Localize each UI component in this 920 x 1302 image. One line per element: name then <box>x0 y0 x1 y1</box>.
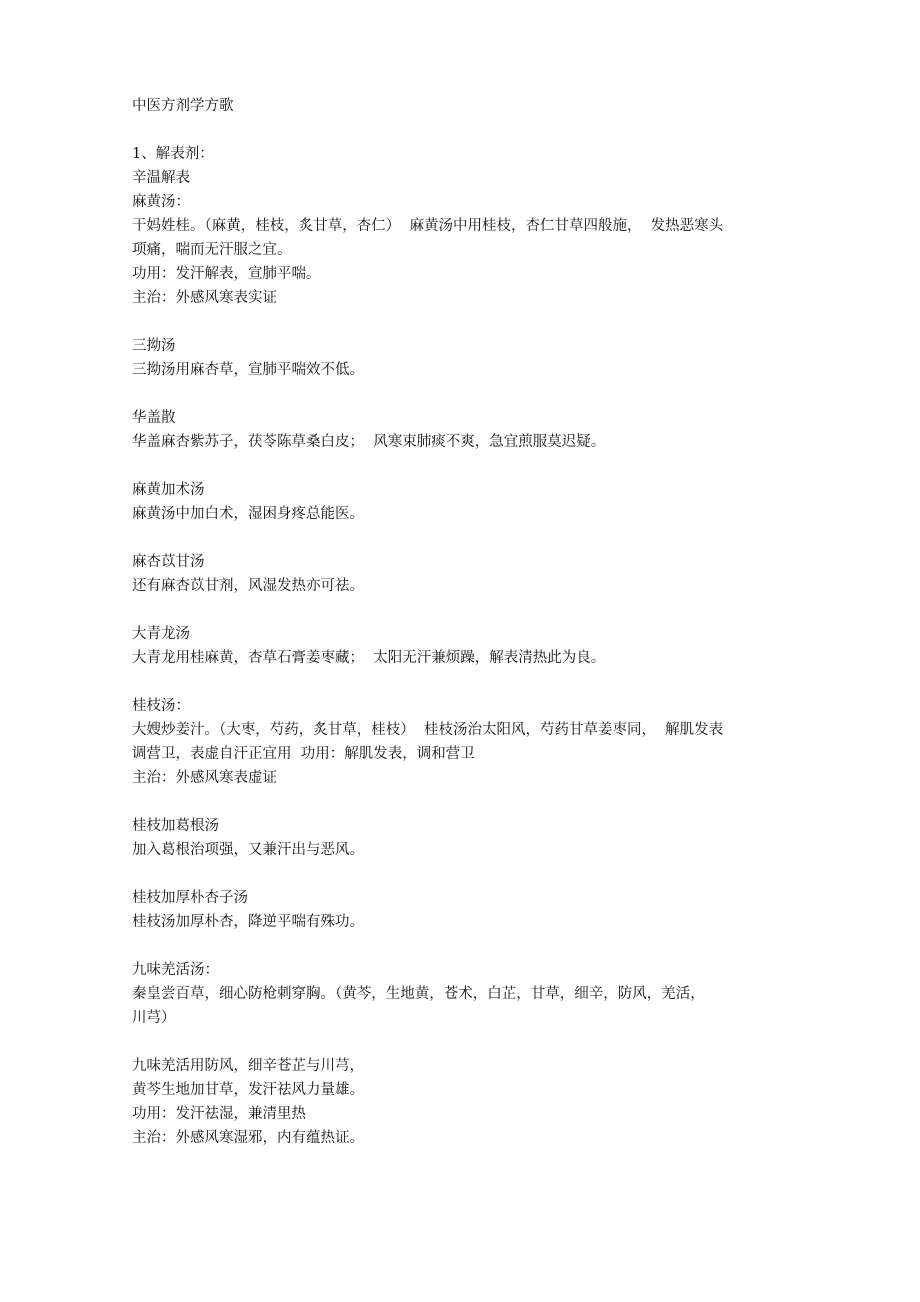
formula-name: 九味羌活用防风，细辛苍芷与川芎， <box>132 1058 364 1074</box>
document-title: 中医方剂学方歌 <box>132 98 234 114</box>
formula-text-line: 项痛，喘而无汗服之宜。 <box>132 242 292 258</box>
formula-text-line: 大青龙用桂麻黄，杏草石膏姜枣藏； 太阳无汗兼烦躁，解表清热此为良。 <box>132 650 606 666</box>
formula-block <box>132 334 808 382</box>
formula-block <box>132 406 808 454</box>
formula-list <box>132 190 808 1150</box>
formula-text-line: 桂枝汤加厚朴杏，降逆平喘有殊功。 <box>132 914 364 930</box>
formula-text-line: 功用：发汗解表，宣肺平喘。 <box>132 266 321 282</box>
formula-name: 华盖散 <box>132 410 176 426</box>
formula-text-line: 川芎） <box>132 1010 176 1026</box>
block-spacer <box>132 526 808 550</box>
formula-text-line: 加入葛根治项强，又兼汗出与恶风。 <box>132 842 364 858</box>
block-spacer <box>132 382 808 406</box>
formula-text-line: 主治：外感风寒湿邪，内有蕴热证。 <box>132 1130 364 1146</box>
formula-text-line: 主治：外感风寒表实证 <box>132 290 277 306</box>
document-page <box>132 94 808 1150</box>
formula-text-line: 主治：外感风寒表虚证 <box>132 770 277 786</box>
formula-block <box>132 1054 808 1150</box>
formula-name: 麻杏苡甘汤 <box>132 554 205 570</box>
formula-text-line: 三拗汤用麻杏草，宣肺平喘效不低。 <box>132 362 364 378</box>
formula-block <box>132 958 808 1030</box>
formula-text-line: 干妈姓桂。（麻黄，桂枝，炙甘草，杏仁） 麻黄汤中用桂枝，杏仁甘草四般施， 发热恶寒头 <box>132 218 724 234</box>
formula-text-line: 还有麻杏苡甘剂，风湿发热亦可祛。 <box>132 578 364 594</box>
block-spacer <box>132 454 808 478</box>
formula-name: 大青龙汤 <box>132 626 190 642</box>
formula-block <box>132 622 808 670</box>
formula-block <box>132 550 808 598</box>
formula-text-line: 大嫂炒姜汁。（大枣，芍药，炙甘草，桂枝） 桂枝汤治太阳风，芍药甘草姜枣同， 解肌发表 <box>132 722 724 738</box>
subsection-heading: 辛温解表 <box>132 170 190 186</box>
formula-text-line: 黄芩生地加甘草，发汗祛风力量雄。 <box>132 1082 364 1098</box>
formula-text-line: 秦皇尝百草，细心防枪刺穿胸。（黄芩，生地黄，苍术，白芷，甘草，细辛，防风，羌活， <box>132 986 705 1002</box>
formula-text-line: 功用：发汗祛湿，兼清里热 <box>132 1106 306 1122</box>
formula-block <box>132 190 808 310</box>
formula-block <box>132 814 808 862</box>
block-spacer <box>132 934 808 958</box>
block-spacer <box>132 310 808 334</box>
formula-block <box>132 886 808 934</box>
formula-name: 桂枝加厚朴杏子汤 <box>132 890 248 906</box>
formula-name: 九味羌活汤： <box>132 962 219 978</box>
block-spacer <box>132 1030 808 1054</box>
block-spacer <box>132 790 808 814</box>
section-heading: 1、解表剂： <box>132 146 214 162</box>
block-spacer <box>132 862 808 886</box>
formula-block <box>132 694 808 790</box>
block-spacer <box>132 598 808 622</box>
formula-text-line: 麻黄汤中加白术，湿困身疼总能医。 <box>132 506 364 522</box>
formula-block <box>132 478 808 526</box>
formula-text-line: 华盖麻杏紫苏子，茯苓陈草桑白皮； 风寒束肺痰不爽，急宜煎服莫迟疑。 <box>132 434 606 450</box>
formula-name: 麻黄加术汤 <box>132 482 205 498</box>
formula-name: 三拗汤 <box>132 338 176 354</box>
formula-name: 桂枝加葛根汤 <box>132 818 219 834</box>
formula-name: 麻黄汤： <box>132 194 190 210</box>
formula-name: 桂枝汤： <box>132 698 190 714</box>
formula-text-line: 调营卫，表虚自汗正宜用 功用：解肌发表，调和营卫 <box>132 746 475 762</box>
block-spacer <box>132 670 808 694</box>
